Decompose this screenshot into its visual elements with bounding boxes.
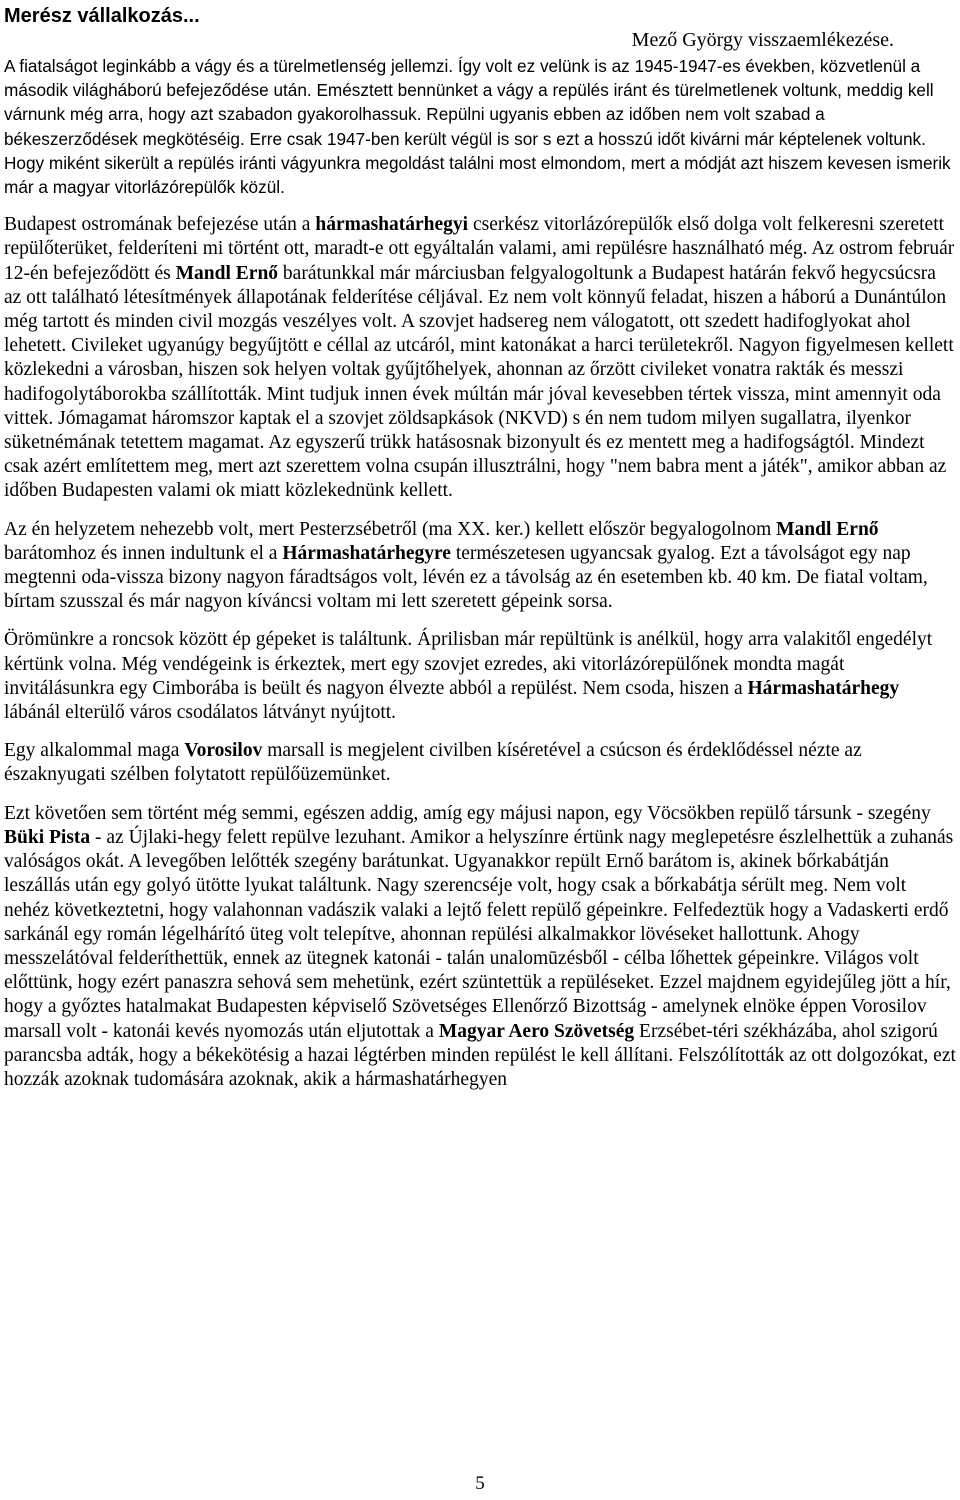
text-segment: Ezt követően sem történt még semmi, egészen addig, amíg egy májusi napon, egy Vöcsökben repülő társunk - szegény [4, 802, 931, 824]
bold-text-segment: Mandl Ernő [776, 518, 879, 540]
text-segment: - az Újlaki-hegy felett repülve lezuhant. Amikor a helyszínre értünk nagy meglepetésre észlelhettük a zuhanás valóságos okát. A levegőben lelőtték szegény barátunkat. Ugyanakkor repült Ernő barátom is, akinek bőrkabátján leszállás után egy golyó ütötte lyukat találtunk. Nagy szerencséje volt, hogy csak a bőrkabátja sérült meg. Nem volt nehéz következtetni, hogy valahonnan vadászik valaki a lejtő felett repülő gépeinkre. Felfedeztük hogy a Vadaskerti erdő sarkánál egy román légelhárító üteg volt telepítve, ahonnan repülési alkalmakkor lövéseket hallottunk. Ahogy messzelátóval felderíthettük, ennek az ütegnek katonái - talán unalomūzésből - célba lőhettek gépeinkre. Világos volt előttünk, hogy ezért panaszra sehová sem mehetünk, ezért szüntettük a repüléseket. Ezzel majdnem egyidejűleg jött a hír, hogy a győztes hatalmakat Budapesten képviselő Szövetséges Ellenőrző Bizottság - amelynek elnöke éppen Vorosilov marsall volt - katonái kevés nyomozás után eljutottak a [4, 826, 954, 1042]
text-segment: Budapest ostromának befejezése után a [4, 214, 316, 236]
text-segment: Erzsébet-téri székházába, ahol szigorú parancsba adták, hogy a békekötésig a hazai légtérben minden repülést le kell állítani. Felszólították az ott dolgozókat, ezt hozzák azoknak tudomására azoknak, akik a hármashatárhegyen [4, 1020, 956, 1090]
bold-text-segment: Hármashatárhegyre [282, 542, 451, 564]
text-segment: Az én helyzetem nehezebb volt, mert Pesterzsébetről (ma XX. ker.) kellett először begyalogolnom [4, 518, 777, 540]
text-segment: Egy alkalommal maga [4, 740, 185, 762]
paragraph [4, 628, 956, 725]
text-segment: barátomhoz és innen indultunk el a [4, 542, 283, 564]
paragraph [4, 739, 956, 787]
text-segment: természetesen ugyancsak gyalog. Ezt a távolságot egy nap megtenni oda-vissza bizony nagyon fáradtságos volt, lévén ez a távolság az én esetemben kb. 40 km. De fiatal voltam, bírtam szusszal és már nagyon kíváncsi voltam mi lett szeretett gépeink sorsa. [4, 542, 928, 613]
bold-text-segment: Büki Pista [4, 826, 91, 848]
text-segment: A fiatalságot leginkább a vágy és a türelmetlenség jellemzi. Így volt ez velünk is az 1945-1947-es években, közvetlenül a második világháború befejeződése után. Emésztett bennünket a vágy a repülés iránt és türelmetlenek voltunk, meddig kell várnunk még arra, hogy azt szabadon gyakorolhassuk. Repülni ugyanis ebben az időben nem volt szabad a békeszerződések megkötéséig. Erre csak 1947-ben került végül is sor s ezt a hosszú időt kivárni már képtelenek voltunk. Hogy miként sikerült a repülés iránti vágyunkra megoldást találni most elmondom, mert a módját azt hiszem kevesen ismerik már a magyar vitorlázórepülők közül. [4, 56, 951, 198]
paragraph [4, 213, 956, 503]
bold-text-segment: Magyar Aero Szövetség [438, 1020, 635, 1042]
text-segment: lábánál elterülő város csodálatos látványt nyújtott. [4, 702, 397, 724]
text-segment: cserkész vitorlázórepülők első dolga volt felkeresni szeretett repülőterüket, felderíteni mi történt ott, maradt-e ott egyáltalán valami, ami repülésre használható még. Az ostrom február 12-én befejeződött és [4, 214, 955, 284]
document-title: Merész vállalkozás... [4, 5, 200, 27]
bold-text-segment: hármashatárhegyi [315, 214, 469, 236]
paragraph [4, 54, 956, 199]
document-subtitle: Mező György visszaemlékezése. [631, 29, 894, 51]
text-segment: marsall is megjelent civilben kíséretével a csúcson és érdeklődéssel nézte az északnyugati szélben folytatott repülőüzemünket. [4, 740, 862, 786]
bold-text-segment: Hármashatárhegy [747, 677, 900, 699]
page-number: 5 [475, 1473, 485, 1494]
paragraph [4, 802, 956, 1092]
document-body [4, 54, 956, 1092]
text-segment: Örömünkre a roncsok között ép gépeket is találtunk. Áprilisban már repültünk is anélkül, hogy arra valakitől engedélyt kértünk volna. Még vendégeink is érkeztek, mert egy szovjet ezredes, aki vitorlázórepülőnek mondta magát invitálásunkra egy Cimborába is beült és nagyon élvezte abból a repülést. Nem csoda, hiszen a [4, 629, 933, 699]
bold-text-segment: Mandl Ernő [175, 262, 279, 284]
bold-text-segment: Vorosilov [184, 740, 263, 762]
paragraph [4, 518, 956, 615]
text-segment: barátunkkal már márciusban felgyalogoltunk a Budapest határán fekvő hegycsúcsra az ott található létesítmények állapotának felderítése céljával. Ez nem volt könnyű feladat, hiszen a háború a Dunántúlon még tartott és minden civil mozgás veszélyes volt. A szovjet hadsereg nem válogatott, ott szedett hadifoglyokat ahol lehetett. Civileket ugyanúgy begyűjtött e céllal az utcáról, mint katonákat a harci területekről. Nagyon figyelmesen kellett közlekedni a városban, hiszen sok helyen voltak gyűjtőhelyek, ahonnan az őrzött civileket vonatra rakták és messzi hadifogolytáborokba szállították. Mint tudjuk innen évek múltán már jóval kevesebben tértek vissza, mint amennyit oda vittek. Jómagamat háromszor kaptak el a szovjet zöldsapkások (NKVD) s én nem tudom milyen sugallatra, ilyenkor süketnémának tetettem magamat. Az egyszerű trükk hatásosnak bizonyult és ez mentett meg a hadifogságtól. Mindezt csak azért említettem meg, mert azt szerettem volna csupán illusztrálni, hogy "nem babra ment a játék", amikor abban az időben Budapesten valami ok miatt közlekednünk kellett. [4, 262, 954, 502]
